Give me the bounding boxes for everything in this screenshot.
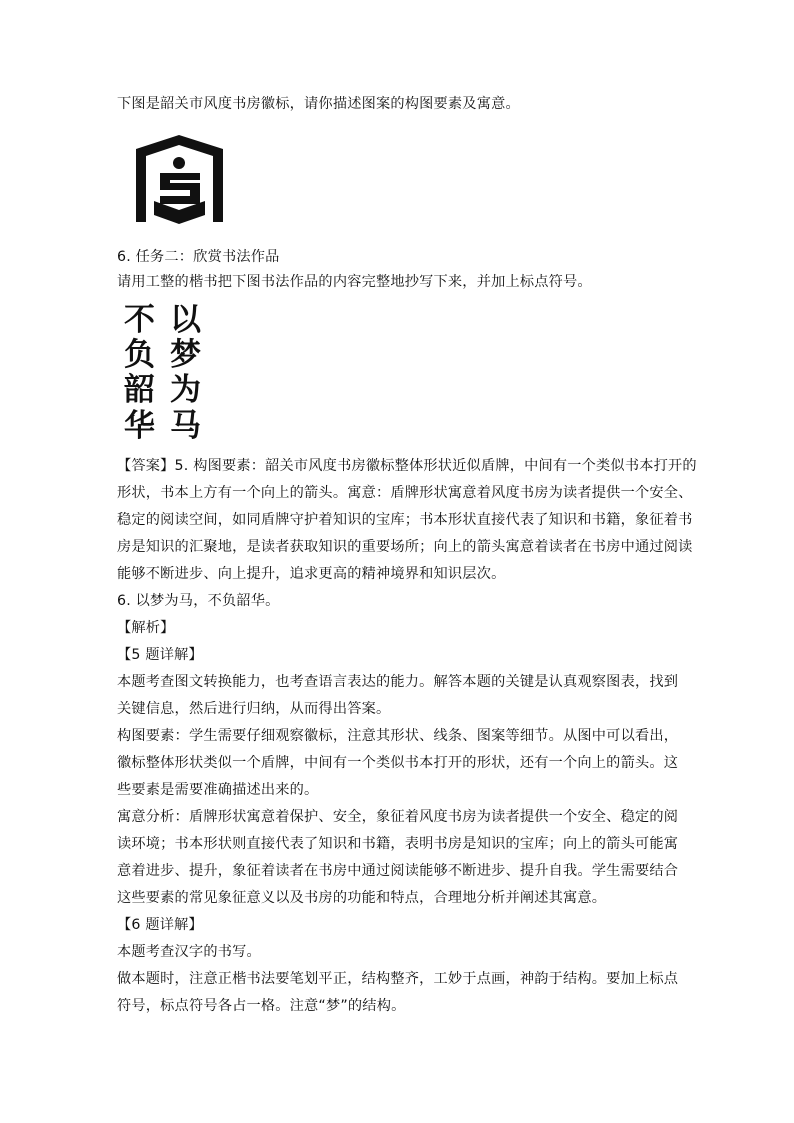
- callig-char: 以: [170, 302, 201, 338]
- callig-char: 韶: [124, 372, 155, 408]
- q5-line: 这些要素的常见象征意义以及书房的功能和特点，合理地分析并阐述其寓意。: [117, 890, 607, 906]
- q6-line: 做本题时，注意正楷书法要笔划平正，结构整齐，工妙于点画，神韵于结构。要加上标点: [117, 971, 679, 987]
- callig-char: 为: [170, 372, 201, 408]
- answer-line: 能够不断进步、向上提升，追求更高的精神境界和知识层次。: [117, 566, 506, 582]
- answer-line: 形状，书本上方有一个向上的箭头。寓意：盾牌形状寓意着风度书房为读者提供一个安全、: [117, 485, 693, 501]
- answer-line: 稳定的阅读空间，如同盾牌守护着知识的宝库；书本形状直接代表了知识和书籍，象征着书: [117, 512, 693, 528]
- analysis-heading: 【解析】: [117, 620, 175, 636]
- task-instruction: 请用工整的楷书把下图书法作品的内容完整地抄写下来，并加上标点符号。: [117, 274, 592, 290]
- answer-line: 房是知识的汇聚地，是读者获取知识的重要场所；向上的箭头寓意着读者在书房中通过阅读: [117, 539, 693, 555]
- q5-line: 意着进步、提升，象征着读者在书房中通过阅读能够不断进步、提升自我。学生需要结合: [117, 863, 679, 879]
- calligraphy-artwork: [120, 302, 206, 446]
- q5-heading: 【5 题详解】: [117, 647, 203, 663]
- q5-line: 读环境；书本形状则直接代表了知识和书籍，表明书房是知识的宝库；向上的箭头可能寓: [117, 836, 679, 852]
- shield-book-arrow-icon: [134, 133, 225, 224]
- answer-line: 【答案】5. 构图要素：韶关市风度书房徽标整体形状近似盾牌，中间有一个类似书本打开的: [117, 458, 697, 474]
- callig-char: 梦: [170, 337, 201, 373]
- q5-line: 寓意分析：盾牌形状寓意着保护、安全，象征着风度书房为读者提供一个安全、稳定的阅: [117, 809, 679, 825]
- q5-line: 些要素是需要准确描述出来的。: [117, 782, 319, 798]
- answer-line: 6. 以梦为马，不负韶华。: [117, 593, 280, 609]
- q6-line: 符号，标点符号各占一格。注意“梦”的结构。: [117, 998, 406, 1014]
- q6-line: 本题考查汉字的书写。: [117, 944, 261, 960]
- callig-char: 马: [170, 408, 201, 444]
- q5-line: 徽标整体形状类似一个盾牌，中间有一个类似书本打开的形状，还有一个向上的箭头。这: [117, 755, 679, 771]
- q5-line: 构图要素：学生需要仔细观察徽标，注意其形状、线条、图案等细节。从图中可以看出，: [117, 728, 679, 744]
- callig-char: 不: [124, 302, 155, 338]
- q5-line: 关键信息，然后进行归纳，从而得出答案。: [117, 701, 391, 717]
- q5-line: 本题考查图文转换能力，也考查语言表达的能力。解答本题的关键是认真观察图表，找到: [117, 674, 679, 690]
- intro-text: 下图是韶关市风度书房徽标，请你描述图案的构图要素及寓意。: [117, 96, 520, 112]
- callig-char: 负: [124, 337, 155, 373]
- q6-heading: 【6 题详解】: [117, 917, 203, 933]
- callig-char: 华: [124, 408, 155, 444]
- task-title: 6. 任务二：欣赏书法作品: [117, 249, 280, 265]
